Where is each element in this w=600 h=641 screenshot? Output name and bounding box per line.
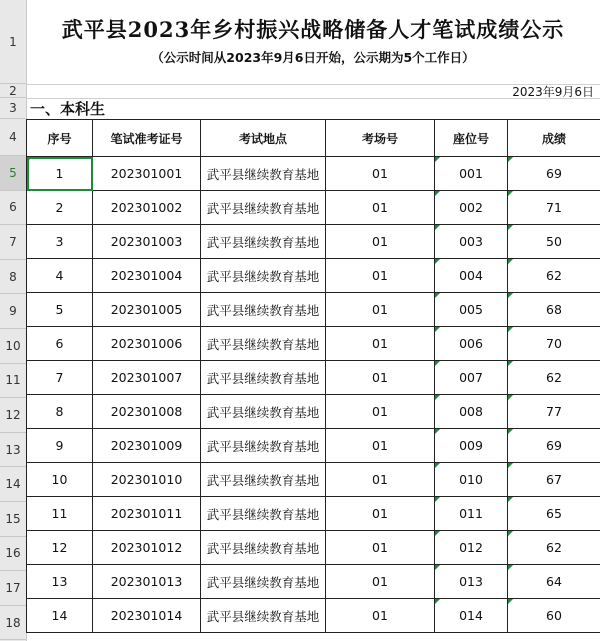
cell-room-text: 01 [372, 506, 388, 521]
cell-seq[interactable] [27, 293, 93, 327]
cell-exam-id-text: 202301007 [110, 370, 183, 385]
cell-exam-site[interactable] [201, 327, 326, 361]
cell-seat[interactable] [435, 565, 508, 599]
cell-seat-text: 007 [459, 370, 483, 385]
cell-seq[interactable] [27, 565, 93, 599]
cell-room[interactable] [326, 225, 435, 259]
cell-score-text: 68 [546, 302, 562, 317]
table-row [27, 497, 600, 531]
cell-note-marker [508, 259, 513, 264]
cell-seq-text: 8 [55, 404, 64, 419]
cell-seq[interactable] [27, 497, 93, 531]
cell-score-text: 65 [546, 506, 562, 521]
cell-score[interactable] [508, 293, 600, 327]
cell-seat-text: 014 [459, 608, 483, 623]
cell-seat[interactable] [435, 361, 508, 395]
table-header-row [27, 120, 600, 157]
cell-room-text: 01 [372, 608, 388, 623]
cell-score-text: 62 [546, 370, 562, 385]
table-row [27, 531, 600, 565]
cell-note-marker [508, 293, 513, 298]
col-header-seq[interactable]: 序号 [27, 120, 93, 157]
cell-room[interactable] [326, 157, 435, 191]
cell-exam-id[interactable] [93, 225, 201, 259]
cell-exam-id[interactable] [93, 463, 201, 497]
cell-seq-text: 4 [55, 268, 64, 283]
cell-exam-id[interactable] [93, 565, 201, 599]
cell-room[interactable] [326, 293, 435, 327]
cell-seq-text: 3 [55, 234, 64, 249]
cell-exam-site-text: 武平县继续教育基地 [206, 472, 320, 488]
cell-exam-site-text: 武平县继续教育基地 [206, 234, 320, 250]
cell-note-marker [435, 531, 440, 536]
table-row [27, 599, 600, 633]
cell-exam-id[interactable] [93, 497, 201, 531]
cell-score-text: 60 [546, 608, 562, 623]
cell-note-marker [508, 327, 513, 332]
cell-exam-id-text: 202301006 [110, 336, 183, 351]
row-number[interactable]: 15 [0, 502, 26, 537]
cell-seq[interactable] [27, 327, 93, 361]
row-number[interactable]: 8 [0, 260, 26, 295]
cell-note-marker [508, 565, 513, 570]
cell-exam-site[interactable] [201, 259, 326, 293]
cell-exam-id-text: 202301001 [110, 166, 183, 181]
cell-note-marker [508, 395, 513, 400]
cell-seat-text: 010 [459, 472, 483, 487]
table-row [27, 259, 600, 293]
cell-room-text: 01 [372, 200, 388, 215]
cell-seq-text: 9 [55, 438, 64, 453]
cell-seat[interactable] [435, 429, 508, 463]
cell-exam-site-text: 武平县继续教育基地 [206, 608, 320, 624]
row-number[interactable]: 9 [0, 294, 26, 329]
cell-exam-site-text: 武平县继续教育基地 [206, 506, 320, 522]
row-number[interactable]: 17 [0, 571, 26, 606]
cell-room[interactable] [326, 259, 435, 293]
row-number[interactable]: 5 [0, 156, 26, 191]
cell-exam-site-text: 武平县继续教育基地 [206, 574, 320, 590]
cell-exam-id-text: 202301011 [110, 506, 183, 521]
cell-seat[interactable] [435, 531, 508, 565]
cell-score[interactable] [508, 463, 600, 497]
cell-seq[interactable] [27, 429, 93, 463]
cell-room[interactable] [326, 599, 435, 633]
row-number[interactable]: 11 [0, 364, 26, 399]
table-row [27, 327, 600, 361]
cell-seat-text: 004 [459, 268, 483, 283]
cell-score[interactable] [508, 395, 600, 429]
cell-seat-text: 009 [459, 438, 483, 453]
row-number[interactable]: 18 [0, 606, 26, 641]
cell-exam-site[interactable] [201, 565, 326, 599]
cell-seat-text: 006 [459, 336, 483, 351]
cell-score[interactable] [508, 565, 600, 599]
cell-exam-site-text: 武平县继续教育基地 [206, 540, 320, 556]
table-row [27, 429, 600, 463]
cell-note-marker [435, 565, 440, 570]
cell-room[interactable] [326, 327, 435, 361]
cell-seq-text: 2 [55, 200, 64, 215]
cell-note-marker [508, 429, 513, 434]
cell-seat[interactable] [435, 599, 508, 633]
row-number[interactable]: 3 [0, 98, 26, 119]
cell-note-marker [435, 293, 440, 298]
cell-exam-site-text: 武平县继续教育基地 [206, 200, 320, 216]
cell-score-text: 50 [546, 234, 562, 249]
table-row [27, 293, 600, 327]
cell-seq-text: 6 [55, 336, 64, 351]
cell-exam-id[interactable] [93, 395, 201, 429]
cell-seq[interactable] [27, 157, 93, 191]
cell-exam-site-text: 武平县继续教育基地 [206, 404, 320, 420]
cell-seat-text: 005 [459, 302, 483, 317]
cell-score-text: 69 [546, 438, 562, 453]
cell-room-text: 01 [372, 302, 388, 317]
row-number[interactable]: 14 [0, 467, 26, 502]
cell-seq[interactable] [27, 225, 93, 259]
cell-note-marker [435, 497, 440, 502]
cell-room[interactable] [326, 429, 435, 463]
cell-note-marker [508, 497, 513, 502]
cell-exam-id[interactable] [93, 191, 201, 225]
cell-score[interactable] [508, 429, 600, 463]
cell-seat-text: 011 [459, 506, 483, 521]
cell-seat[interactable] [435, 259, 508, 293]
cell-note-marker [508, 225, 513, 230]
cell-room[interactable] [326, 463, 435, 497]
score-table [26, 119, 600, 633]
cell-exam-site[interactable] [201, 293, 326, 327]
cell-room[interactable] [326, 565, 435, 599]
cell-seat-text: 002 [459, 200, 483, 215]
cell-exam-id[interactable] [93, 327, 201, 361]
cell-exam-id-text: 202301002 [110, 200, 183, 215]
cell-exam-id-text: 202301012 [110, 540, 183, 555]
cell-room-text: 01 [372, 336, 388, 351]
cell-room-text: 01 [372, 404, 388, 419]
col-header-score[interactable]: 成绩 [508, 120, 600, 157]
table-row [27, 191, 600, 225]
row-number[interactable]: 16 [0, 537, 26, 572]
cell-seat[interactable] [435, 293, 508, 327]
cell-exam-site[interactable] [201, 599, 326, 633]
cell-room-text: 01 [372, 438, 388, 453]
row-number[interactable]: 13 [0, 433, 26, 468]
col-header-id[interactable]: 笔试准考证号 [93, 120, 201, 157]
cell-seq-text: 10 [51, 472, 68, 487]
cell-seat-text: 003 [459, 234, 483, 249]
cell-exam-id[interactable] [93, 599, 201, 633]
cell-note-marker [435, 259, 440, 264]
cell-note-marker [508, 531, 513, 536]
row-number[interactable]: 10 [0, 329, 26, 364]
cell-seat[interactable] [435, 395, 508, 429]
cell-room-text: 01 [372, 472, 388, 487]
cell-exam-id[interactable] [93, 259, 201, 293]
table-row [27, 463, 600, 497]
cell-seq-text: 5 [55, 302, 64, 317]
cell-note-marker [435, 327, 440, 332]
col-header-site[interactable]: 考试地点 [201, 120, 326, 157]
cell-seq[interactable] [27, 599, 93, 633]
cell-seq[interactable] [27, 361, 93, 395]
cell-score[interactable] [508, 259, 600, 293]
cell-room-text: 01 [372, 370, 388, 385]
cell-exam-id[interactable] [93, 429, 201, 463]
cell-score-text: 77 [546, 404, 562, 419]
cell-score-text: 71 [546, 200, 562, 215]
row-number[interactable]: 2 [0, 84, 26, 98]
cell-seat-text: 012 [459, 540, 483, 555]
cell-seat[interactable] [435, 225, 508, 259]
table-row [27, 361, 600, 395]
cell-seq[interactable] [27, 395, 93, 429]
cell-note-marker [435, 157, 440, 162]
cell-score-text: 62 [546, 540, 562, 555]
cell-room[interactable] [326, 191, 435, 225]
cell-note-marker [508, 191, 513, 196]
cell-exam-site-text: 武平县继续教育基地 [206, 370, 320, 386]
cell-room[interactable] [326, 531, 435, 565]
cell-room[interactable] [326, 497, 435, 531]
cell-room[interactable] [326, 361, 435, 395]
cell-seat-text: 008 [459, 404, 483, 419]
cell-exam-site-text: 武平县继续教育基地 [206, 336, 320, 352]
row-number[interactable]: 4 [0, 119, 26, 156]
row-number[interactable]: 12 [0, 398, 26, 433]
cell-seat-text: 013 [459, 574, 483, 589]
table-row [27, 565, 600, 599]
cell-score-text: 67 [546, 472, 562, 487]
cell-seat[interactable] [435, 157, 508, 191]
cell-score-text: 62 [546, 268, 562, 283]
row-number[interactable]: 1 [0, 0, 26, 84]
cell-seq[interactable] [27, 463, 93, 497]
cell-exam-site[interactable] [201, 531, 326, 565]
table-row [27, 157, 600, 191]
cell-seat[interactable] [435, 191, 508, 225]
page-subtitle: （公示时间从2023年9月6日开始，公示期为5个工作日） [151, 50, 475, 65]
cell-exam-site-text: 武平县继续教育基地 [206, 302, 320, 318]
cell-note-marker [508, 463, 513, 468]
cell-exam-id[interactable] [93, 293, 201, 327]
cell-score[interactable] [508, 327, 600, 361]
cell-room-text: 01 [372, 268, 388, 283]
cell-room-text: 01 [372, 540, 388, 555]
row-number[interactable]: 7 [0, 225, 26, 260]
cell-note-marker [435, 361, 440, 366]
cell-exam-site[interactable] [201, 225, 326, 259]
cell-exam-site[interactable] [201, 429, 326, 463]
cell-note-marker [508, 599, 513, 604]
cell-note-marker [435, 191, 440, 196]
table-row [27, 395, 600, 429]
cell-room-text: 01 [372, 574, 388, 589]
cell-exam-id-text: 202301003 [110, 234, 183, 249]
cell-exam-site[interactable] [201, 395, 326, 429]
cell-seq-text: 1 [55, 166, 64, 181]
cell-note-marker [435, 463, 440, 468]
cell-note-marker [435, 429, 440, 434]
cell-exam-site[interactable] [201, 157, 326, 191]
cell-exam-id[interactable] [93, 531, 201, 565]
cell-exam-site-text: 武平县继续教育基地 [206, 438, 320, 454]
cell-seat-text: 001 [459, 166, 483, 181]
cell-score-text: 69 [546, 166, 562, 181]
cell-exam-id-text: 202301004 [110, 268, 183, 283]
cell-seat[interactable] [435, 463, 508, 497]
cell-seq-text: 13 [51, 574, 68, 589]
cell-room-text: 01 [372, 234, 388, 249]
cell-exam-site-text: 武平县继续教育基地 [206, 166, 320, 182]
cell-seq-text: 7 [55, 370, 64, 385]
cell-exam-site[interactable] [201, 463, 326, 497]
cell-note-marker [27, 157, 32, 162]
cell-exam-id-text: 202301005 [110, 302, 183, 317]
cell-seat[interactable] [435, 327, 508, 361]
cell-seq-text: 14 [51, 608, 68, 623]
col-header-room[interactable]: 考场号 [326, 120, 435, 157]
cell-note-marker [435, 225, 440, 230]
cell-exam-id[interactable] [93, 157, 201, 191]
cell-score[interactable] [508, 599, 600, 633]
cell-note-marker [435, 599, 440, 604]
cell-seq-text: 12 [51, 540, 68, 555]
cell-score[interactable] [508, 225, 600, 259]
page-title: 武平县2023年乡村振兴战略储备人才笔试成绩公示 [61, 17, 565, 42]
cell-score-text: 70 [546, 336, 562, 351]
cell-exam-id-text: 202301010 [110, 472, 183, 487]
cell-note-marker [435, 395, 440, 400]
cell-seq[interactable] [27, 191, 93, 225]
cell-room[interactable] [326, 395, 435, 429]
cell-exam-id-text: 202301009 [110, 438, 183, 453]
cell-exam-id-text: 202301014 [110, 608, 183, 623]
cell-seat[interactable] [435, 497, 508, 531]
cell-seq[interactable] [27, 531, 93, 565]
publish-date: 2023年9月6日 [512, 85, 594, 99]
cell-score[interactable] [508, 531, 600, 565]
cell-score[interactable] [508, 361, 600, 395]
section-heading: 一、本科生 [30, 100, 106, 118]
cell-score-text: 64 [546, 574, 562, 589]
cell-score[interactable] [508, 191, 600, 225]
col-header-seat[interactable]: 座位号 [435, 120, 508, 157]
cell-exam-id[interactable] [93, 361, 201, 395]
cell-score[interactable] [508, 497, 600, 531]
row-number[interactable]: 6 [0, 191, 26, 226]
cell-exam-id-text: 202301013 [110, 574, 183, 589]
cell-exam-id-text: 202301008 [110, 404, 183, 419]
cell-room-text: 01 [372, 166, 388, 181]
cell-exam-site[interactable] [201, 497, 326, 531]
cell-score[interactable] [508, 157, 600, 191]
cell-seq-text: 11 [51, 506, 68, 521]
cell-seq[interactable] [27, 259, 93, 293]
cell-exam-site[interactable] [201, 191, 326, 225]
table-row [27, 225, 600, 259]
cell-exam-site-text: 武平县继续教育基地 [206, 268, 320, 284]
cell-note-marker [508, 157, 513, 162]
cell-exam-site[interactable] [201, 361, 326, 395]
cell-note-marker [508, 361, 513, 366]
